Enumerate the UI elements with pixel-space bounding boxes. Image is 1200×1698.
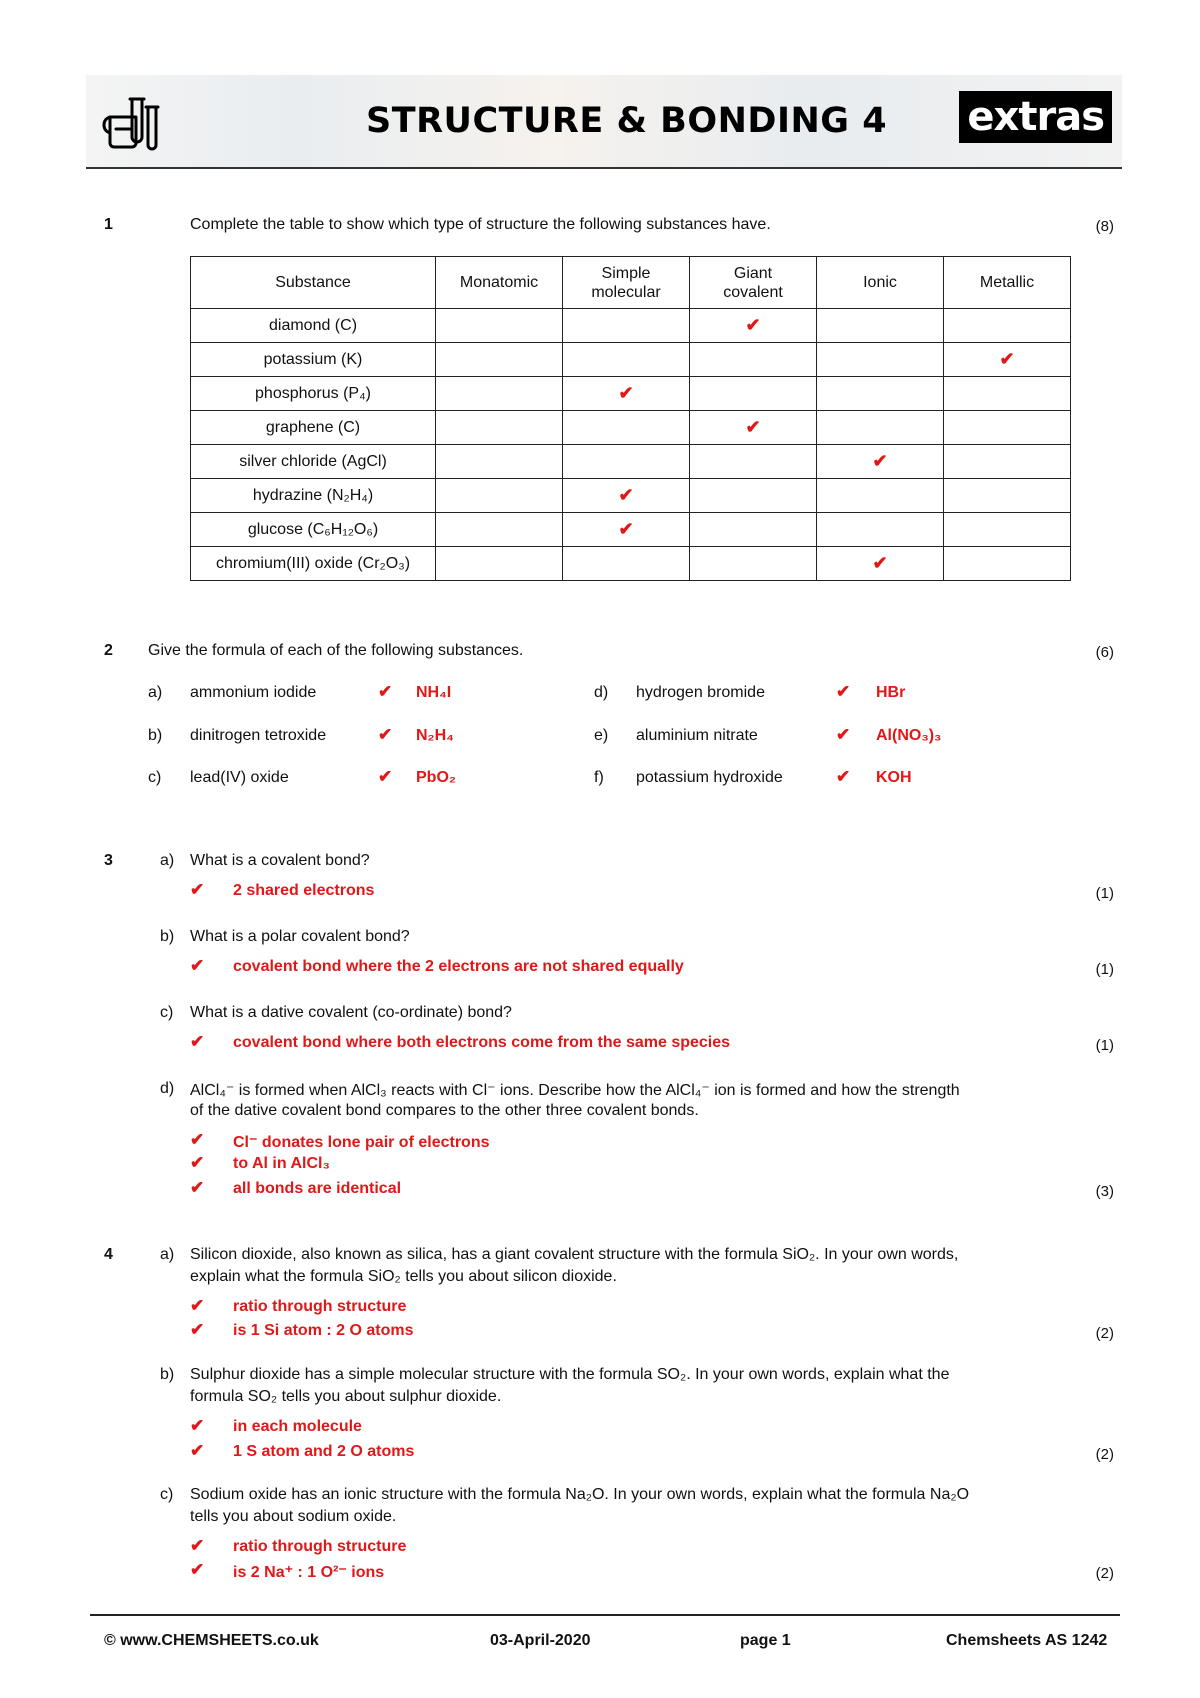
answer-line: to Al in AlCl₃ xyxy=(233,1155,330,1172)
substance-cell: hydrazine (N₂H₄) xyxy=(191,479,436,513)
part-marks: (2) xyxy=(1095,1325,1114,1342)
part-letter: c) xyxy=(160,1486,174,1503)
part-marks: (1) xyxy=(1095,1037,1114,1054)
simple-molecular-cell xyxy=(563,309,690,343)
part-marks: (1) xyxy=(1095,961,1114,978)
answer-line: in each molecule xyxy=(233,1418,362,1435)
giant-covalent-cell xyxy=(690,377,817,411)
substance-cell: potassium (K) xyxy=(191,343,436,377)
column-header-substance: Substance xyxy=(191,257,436,309)
simple-molecular-cell xyxy=(563,445,690,479)
part-letter: d) xyxy=(160,1080,175,1097)
check-mark-icon: ✔ xyxy=(190,1441,205,1460)
item-letter: c) xyxy=(148,769,162,786)
ionic-cell xyxy=(817,513,944,547)
check-mark-icon: ✔ xyxy=(190,1560,205,1579)
footer-website: © www.CHEMSHEETS.co.uk xyxy=(104,1632,319,1649)
table-row xyxy=(191,377,1071,411)
substance-cell: silver chloride (AgCl) xyxy=(191,445,436,479)
part-question-line-1: AlCl₄⁻ is formed when AlCl₃ reacts with Cl⁻ ions. Describe how the AlCl₄⁻ ion is formed and how the strength xyxy=(190,1082,960,1099)
footer-divider xyxy=(90,1614,1120,1616)
part-question-line-2: tells you about sodium oxide. xyxy=(190,1508,397,1525)
giant-covalent-cell: ✔ xyxy=(690,411,817,445)
check-mark-icon: ✔ xyxy=(190,1032,205,1051)
monatomic-cell xyxy=(436,309,563,343)
footer-date: 03-April-2020 xyxy=(490,1632,591,1649)
structure-table xyxy=(190,256,1071,581)
metallic-cell xyxy=(944,445,1071,479)
simple-molecular-cell: ✔ xyxy=(563,377,690,411)
item-answer: HBr xyxy=(876,684,906,701)
question-2-marks: (6) xyxy=(1095,644,1114,661)
ionic-cell: ✔ xyxy=(817,445,944,479)
answer-line: covalent bond where the 2 electrons are not shared equally xyxy=(233,958,684,975)
table-row xyxy=(191,445,1071,479)
check-mark-icon: ✔ xyxy=(836,682,851,701)
part-question: What is a polar covalent bond? xyxy=(190,928,410,945)
substance-cell: phosphorus (P₄) xyxy=(191,377,436,411)
item-letter: f) xyxy=(594,769,604,786)
part-letter: a) xyxy=(160,1246,175,1263)
column-header-simple-molecular: Simple molecular xyxy=(563,257,690,309)
footer-code: Chemsheets AS 1242 xyxy=(946,1632,1108,1649)
ionic-cell: ✔ xyxy=(817,547,944,581)
check-mark-icon: ✔ xyxy=(190,880,205,899)
check-mark-icon: ✔ xyxy=(190,1178,205,1197)
footer-page-number: page 1 xyxy=(740,1632,791,1649)
check-mark-icon: ✔ xyxy=(190,956,205,975)
giant-covalent-cell xyxy=(690,547,817,581)
part-marks: (2) xyxy=(1095,1446,1114,1463)
ionic-cell xyxy=(817,309,944,343)
column-header-monatomic: Monatomic xyxy=(436,257,563,309)
substance-cell: glucose (C₆H₁₂O₆) xyxy=(191,513,436,547)
check-mark-icon: ✔ xyxy=(190,1416,205,1435)
part-letter: b) xyxy=(160,928,175,945)
check-mark-icon: ✔ xyxy=(378,767,393,786)
substance-cell: chromium(III) oxide (Cr₂O₃) xyxy=(191,547,436,581)
answer-line: 2 shared electrons xyxy=(233,882,375,899)
question-4-number: 4 xyxy=(104,1246,113,1263)
check-mark-icon: ✔ xyxy=(190,1153,205,1172)
part-question-line-2: explain what the formula SiO₂ tells you about silicon dioxide. xyxy=(190,1268,617,1285)
giant-covalent-cell xyxy=(690,479,817,513)
item-letter: d) xyxy=(594,684,609,701)
item-answer: PbO₂ xyxy=(416,769,456,786)
part-letter: a) xyxy=(160,852,175,869)
monatomic-cell xyxy=(436,411,563,445)
item-name: lead(IV) oxide xyxy=(190,769,289,786)
column-header-metallic: Metallic xyxy=(944,257,1071,309)
ionic-cell xyxy=(817,479,944,513)
check-mark-icon: ✔ xyxy=(190,1536,205,1555)
part-question-line-1: Sulphur dioxide has a simple molecular structure with the formula SO₂. In your own words, explain what the xyxy=(190,1366,950,1383)
question-2-text: Give the formula of each of the following substances. xyxy=(148,642,524,659)
item-answer: Al(NO₃)₃ xyxy=(876,727,942,744)
check-mark-icon: ✔ xyxy=(190,1130,205,1149)
metallic-cell xyxy=(944,547,1071,581)
table-row xyxy=(191,309,1071,343)
answer-line: is 2 Na⁺ : 1 O²⁻ ions xyxy=(233,1564,385,1581)
question-3-number: 3 xyxy=(104,852,113,869)
page-title: STRUCTURE & BONDING 4 xyxy=(366,101,888,141)
extras-badge: extras xyxy=(959,91,1112,143)
column-header-ionic: Ionic xyxy=(817,257,944,309)
part-question-line-2: formula SO₂ tells you about sulphur dioxide. xyxy=(190,1388,502,1405)
metallic-cell: ✔ xyxy=(944,343,1071,377)
part-question: What is a dative covalent (co-ordinate) bond? xyxy=(190,1004,512,1021)
item-name: aluminium nitrate xyxy=(636,727,758,744)
table-row xyxy=(191,513,1071,547)
part-question-line-2: of the dative covalent bond compares to the other three covalent bonds. xyxy=(190,1102,699,1119)
giant-covalent-cell: ✔ xyxy=(690,309,817,343)
substance-cell: diamond (C) xyxy=(191,309,436,343)
table-row xyxy=(191,479,1071,513)
simple-molecular-cell: ✔ xyxy=(563,513,690,547)
monatomic-cell xyxy=(436,445,563,479)
answer-line: Cl⁻ donates lone pair of electrons xyxy=(233,1134,490,1151)
simple-molecular-cell xyxy=(563,343,690,377)
part-marks: (3) xyxy=(1095,1183,1114,1200)
answer-line: all bonds are identical xyxy=(233,1180,402,1197)
check-mark-icon: ✔ xyxy=(378,682,393,701)
item-answer: KOH xyxy=(876,769,912,786)
item-answer: NH₄I xyxy=(416,684,452,701)
answer-line: 1 S atom and 2 O atoms xyxy=(233,1443,415,1460)
giant-covalent-cell xyxy=(690,445,817,479)
answer-line: covalent bond where both electrons come from the same species xyxy=(233,1034,731,1051)
item-name: ammonium iodide xyxy=(190,684,317,701)
metallic-cell xyxy=(944,377,1071,411)
part-letter: c) xyxy=(160,1004,174,1021)
part-letter: b) xyxy=(160,1366,175,1383)
item-answer: N₂H₄ xyxy=(416,727,454,744)
giant-covalent-cell xyxy=(690,513,817,547)
metallic-cell xyxy=(944,309,1071,343)
check-mark-icon: ✔ xyxy=(836,767,851,786)
item-letter: e) xyxy=(594,727,609,744)
answer-line: ratio through structure xyxy=(233,1538,407,1555)
question-1-number: 1 xyxy=(104,216,113,233)
column-header-giant-covalent: Giant covalent xyxy=(690,257,817,309)
lab-glassware-icon xyxy=(102,89,168,155)
item-letter: b) xyxy=(148,727,163,744)
table-row xyxy=(191,343,1071,377)
question-1-marks: (8) xyxy=(1095,218,1114,235)
question-1-text: Complete the table to show which type of structure the following substances have. xyxy=(190,216,771,233)
simple-molecular-cell: ✔ xyxy=(563,479,690,513)
ionic-cell xyxy=(817,377,944,411)
answer-line: ratio through structure xyxy=(233,1298,407,1315)
metallic-cell xyxy=(944,411,1071,445)
item-letter: a) xyxy=(148,684,163,701)
monatomic-cell xyxy=(436,513,563,547)
monatomic-cell xyxy=(436,377,563,411)
simple-molecular-cell xyxy=(563,547,690,581)
part-question-line-1: Silicon dioxide, also known as silica, has a giant covalent structure with the formula SiO₂. In your own words, xyxy=(190,1246,959,1263)
ionic-cell xyxy=(817,343,944,377)
check-mark-icon: ✔ xyxy=(378,725,393,744)
check-mark-icon: ✔ xyxy=(836,725,851,744)
metallic-cell xyxy=(944,479,1071,513)
item-name: hydrogen bromide xyxy=(636,684,765,701)
part-question-line-1: Sodium oxide has an ionic structure with the formula Na₂O. In your own words, explain what the formula Na₂O xyxy=(190,1486,970,1503)
monatomic-cell xyxy=(436,343,563,377)
check-mark-icon: ✔ xyxy=(190,1320,205,1339)
answer-line: is 1 Si atom : 2 O atoms xyxy=(233,1322,414,1339)
table-row xyxy=(191,411,1071,445)
question-2-number: 2 xyxy=(104,642,113,659)
item-name: potassium hydroxide xyxy=(636,769,783,786)
monatomic-cell xyxy=(436,547,563,581)
header-banner xyxy=(86,75,1122,169)
ionic-cell xyxy=(817,411,944,445)
table-header-row xyxy=(191,257,1071,309)
monatomic-cell xyxy=(436,479,563,513)
check-mark-icon: ✔ xyxy=(190,1296,205,1315)
part-marks: (1) xyxy=(1095,885,1114,902)
giant-covalent-cell xyxy=(690,343,817,377)
substance-cell: graphene (C) xyxy=(191,411,436,445)
simple-molecular-cell xyxy=(563,411,690,445)
part-marks: (2) xyxy=(1095,1565,1114,1582)
item-name: dinitrogen tetroxide xyxy=(190,727,327,744)
metallic-cell xyxy=(944,513,1071,547)
table-row xyxy=(191,547,1071,581)
part-question: What is a covalent bond? xyxy=(190,852,370,869)
